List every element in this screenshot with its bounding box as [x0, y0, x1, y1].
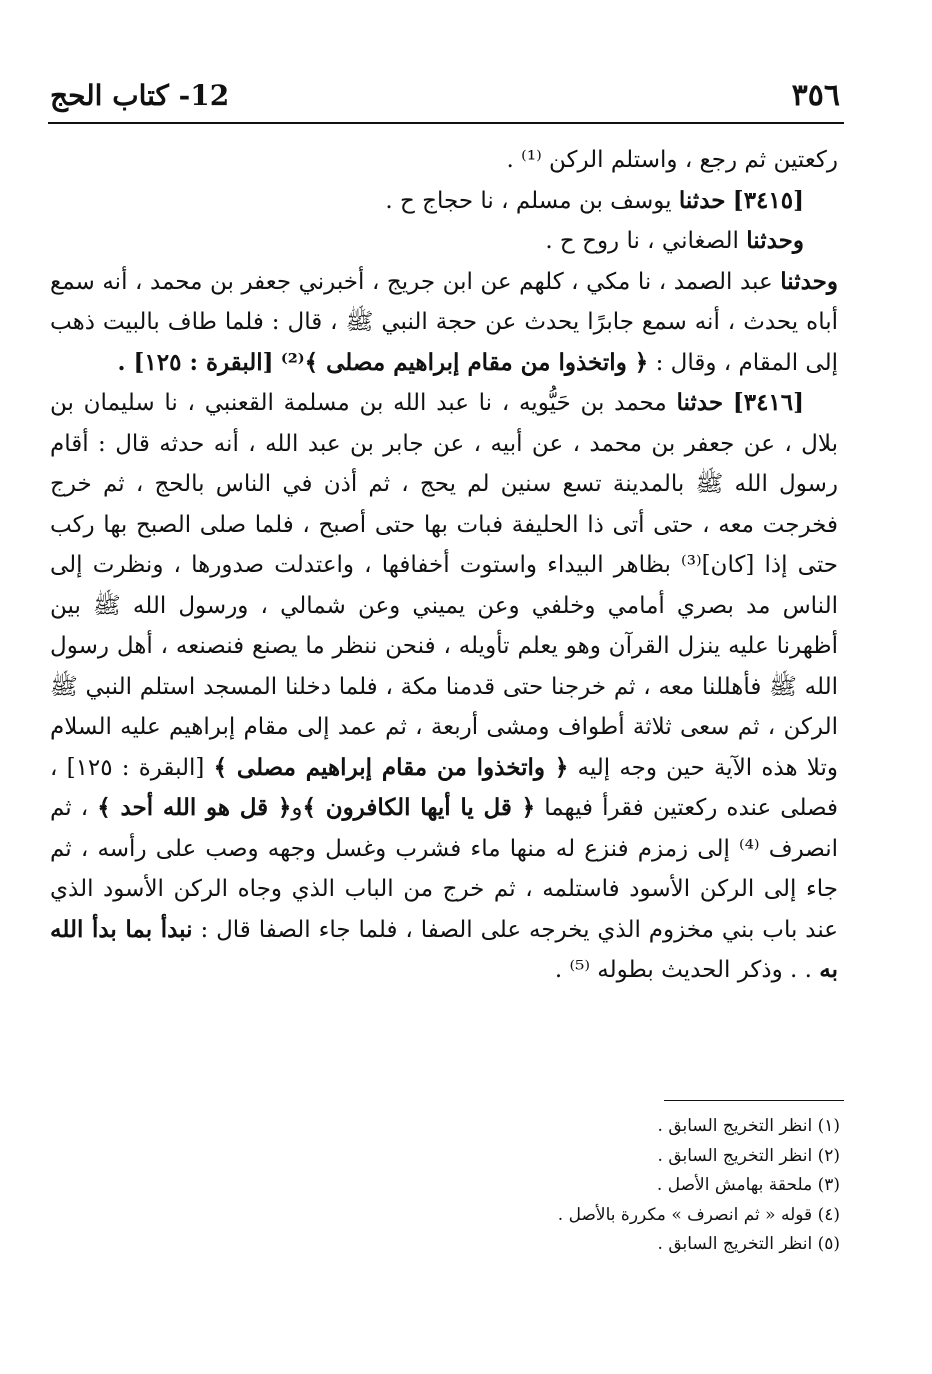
main-text	[50, 140, 838, 991]
footnote-5: (٥) انظر التخريج السابق .	[657, 1234, 840, 1254]
hadith-number: [٣٤١٦]	[732, 389, 805, 416]
footnote-rule	[664, 1100, 844, 1101]
book-title: 12- كتاب الحج	[50, 78, 230, 112]
hadith-3415	[50, 181, 838, 222]
narration-text: الصغاني ، نا روح ح .	[545, 228, 739, 254]
narration-keyword: وحدثنا	[746, 227, 804, 254]
narration-line-3	[50, 262, 838, 384]
narration-text: محمد بن حَيُّويه ، نا عبد الله بن مسلمة القعنبي ، نا سليمان بن بلال ، عن جعفر بن محمد ، عن أبيه ، عن جابر بن عبد الله ، أنه حدثه قال : أقام رسول الله ﷺ بالمدينة تسع سنين لم يحج ، ثم أذن في الناس بالحج ، ثم خرج فخرجت معه ، حتى أتى ذا الحليفة فبات بها حتى أصبح ، فلما صلى الصبح بها ركب حتى إذا [كان]⁽³⁾ بظاهر البيداء واستوت أخفافها ، واعتدلت صدورها ، ونظرت إلى الناس مد بصري أمامي وخلفي وعن يميني وعن شمالي ، ورسول الله ﷺ بين أظهرنا عليه ينزل القرآن وهو يعلم تأويله ، فنحن ننظر ما يصنع فنصنعه ، أهل رسول الله ﷺ فأهللنا معه ، ثم خرجنا حتى قدمنا مكة ، فلما دخلنا المسجد استلم النبي ﷺ الركن ، ثم سعى ثلاثة أطواف ومشى أربعة ، ثم عمد إلى مقام إبراهيم عليه السلام وتلا هذه الآية حين وجه إليه	[50, 390, 839, 781]
hadith-number: [٣٤١٥]	[732, 186, 804, 214]
narration-keyword: حدثنا	[678, 186, 726, 214]
footnote-1: (١) انظر التخريج السابق .	[657, 1116, 840, 1136]
paragraph-1: ركعتين ثم رجع ، واستلم الركن ⁽¹⁾ .	[506, 147, 838, 173]
quran-verse: ﴿ قل هو الله أحد ﴾	[97, 794, 292, 821]
footnote-4: (٤) قوله « ثم انصرف » مكررة بالأصل .	[557, 1204, 840, 1225]
narration-keyword: وحدثنا	[780, 267, 838, 295]
narration-text: و	[291, 795, 303, 821]
verse-reference: [البقرة : ١٢٥] .	[117, 348, 274, 376]
narration-text: [البقرة : ١٢٥] ، فصلى عنده ركعتين فقرأ فيهما	[50, 754, 838, 821]
narration-keyword: حدثنا	[676, 389, 724, 416]
narration-text: يوسف بن مسلم ، نا حجاج ح .	[385, 187, 672, 214]
quran-verse: ﴿ قل يا أيها الكافرون ﴾	[302, 794, 536, 821]
quran-verse: ﴿ واتخذوا من مقام إبراهيم مصلى ﴾	[213, 753, 569, 781]
footnote-3: (٣) ملحقة بهامش الأصل .	[656, 1175, 840, 1195]
narration-line-2	[50, 221, 838, 262]
quran-verse: ﴿ واتخذوا من مقام إبراهيم مصلى ﴾⁽²⁾	[280, 348, 649, 376]
quoted-saying: نبدأ بما بدأ الله به	[50, 915, 838, 983]
hadith-3416	[50, 383, 838, 991]
narration-text: عبد الصمد ، نا مكي ، كلهم عن ابن جريج ، أخبرني جعفر بن محمد ، أنه سمع أباه يحدث ، أنه سمع جابرًا يحدث عن حجة النبي ﷺ ، قال : فلما طاف بالبيت ذهب إلى المقام ، وقال :	[50, 268, 838, 376]
page-header	[50, 70, 840, 120]
narration-text: ، ثم انصرف ⁽⁴⁾ إلى زمزم فنزع له منها ماء فشرب وغسل وجهه وصب على رأسه ، ثم جاء إلى الركن الأسود فاستلمه ، ثم خرج من الباب الذي وجاه الركن الأسود الذي عند باب بني مخزوم الذي يخرجه على الصفا ، فلما جاء الصفا قال :	[50, 795, 839, 943]
narration-text: . . وذكر الحديث بطوله ⁽⁵⁾ .	[554, 957, 812, 983]
footnote-2: (٢) انظر التخريج السابق .	[657, 1145, 840, 1166]
header-rule	[48, 122, 844, 124]
footnotes	[300, 1112, 840, 1260]
page-number: ٣٥٦	[791, 77, 840, 113]
